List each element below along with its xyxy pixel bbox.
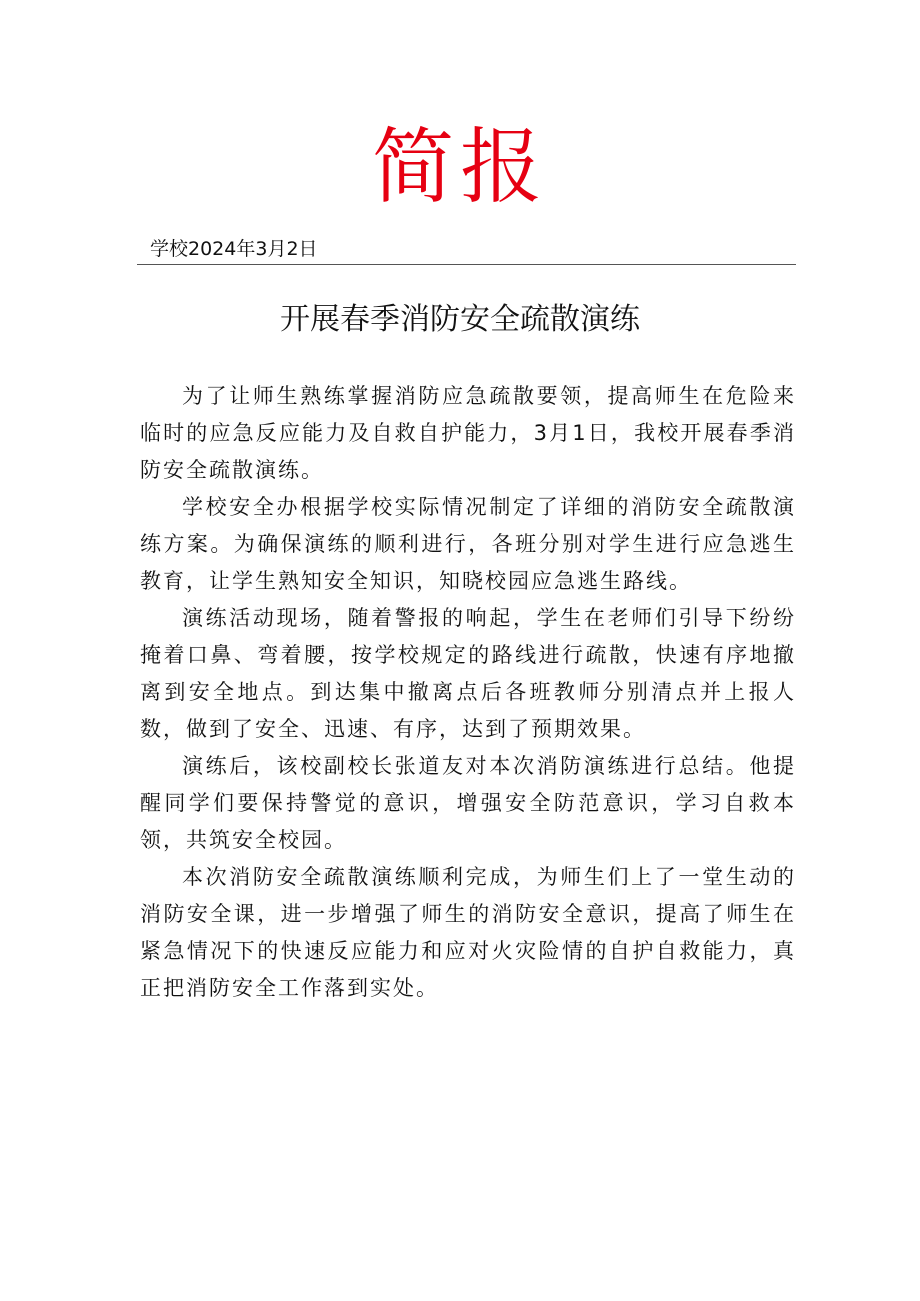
article-paragraph-1: 为了让师生熟练掌握消防应急疏散要领，提高师生在危险来临时的应急反应能力及自救自护能力，3月1日，我校开展春季消防安全疏散演练。 (140, 384, 796, 482)
masthead-divider (137, 264, 796, 265)
article-paragraph-5: 本次消防安全疏散演练顺利完成，为师生们上了一堂生动的消防安全课，进一步增强了师生的消防安全意识，提高了师生在紧急情况下的快速反应能力和应对火灾险情的自护自救能力，真正把消防安全工作落到实处。 (140, 865, 796, 1000)
masthead-title: 简报 (371, 120, 548, 215)
article-paragraph-4: 演练后，该校副校长张道友对本次消防演练进行总结。他提醒同学们要保持警觉的意识，增强安全防范意识，学习自救本领，共筑安全校园。 (140, 754, 796, 852)
article-paragraph-2: 学校安全办根据学校实际情况制定了详细的消防安全疏散演练方案。为确保演练的顺利进行，各班分别对学生进行应急逃生教育，让学生熟知安全知识，知晓校园应急逃生路线。 (140, 495, 796, 593)
article-title: 开展春季消防安全疏散演练 (280, 302, 640, 337)
article-body (140, 378, 796, 1007)
article-paragraph-3: 演练活动现场，随着警报的响起，学生在老师们引导下纷纷掩着口鼻、弯着腰，按学校规定的路线进行疏散，快速有序地撤离到安全地点。到达集中撤离点后各班教师分别清点并上报人数，做到了安全、迅速、有序，达到了预期效果。 (140, 606, 796, 741)
issue-date-line: 学校2024年3月2日 (150, 238, 318, 260)
